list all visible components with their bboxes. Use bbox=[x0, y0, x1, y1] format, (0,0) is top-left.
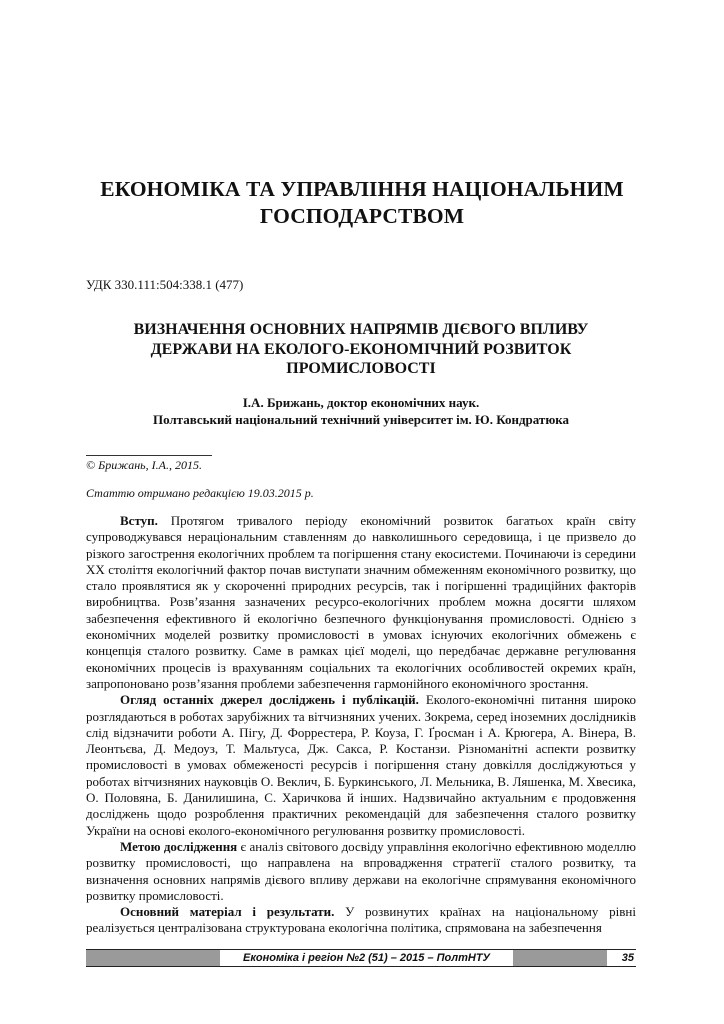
footer-gray-bar-left bbox=[86, 950, 220, 966]
footnote-divider bbox=[86, 455, 212, 456]
section-title bbox=[60, 176, 664, 230]
article-title-line: ДЕРЖАВИ НА ЕКОЛОГО-ЕКОНОМІЧНИЙ РОЗВИТОК bbox=[150, 340, 572, 358]
paragraph-text: є аналіз світового досвіду управління екологічно ефективною моделлю розвитку промисловості, що направлена на впровадження стратегії сталого розвитку, та визначення основних напрямів дієвого впливу держави на екологічне спрямування економічного розвитку промисловості. bbox=[86, 838, 636, 903]
paragraph-main-material bbox=[86, 904, 636, 937]
author-block bbox=[86, 394, 636, 428]
footer-journal-name: Економіка і регіон №2 (51) – 2015 – ПолтНТУ bbox=[220, 950, 513, 966]
article-title-line: ПРОМИСЛОВОСТІ bbox=[286, 360, 436, 377]
footer-gray-bar-right bbox=[513, 950, 607, 966]
copyright-note: © Брижань, І.А., 2015. bbox=[86, 458, 202, 472]
paragraph-heading: Метою дослідження bbox=[120, 838, 238, 854]
section-title-line: ГОСПОДАРСТВОМ bbox=[259, 204, 465, 228]
article-body bbox=[86, 513, 636, 937]
udc-code: УДК 330.111:504:338.1 (477) bbox=[86, 277, 244, 292]
page-number: 35 bbox=[621, 952, 634, 964]
page-footer bbox=[86, 949, 636, 967]
author-affiliation: Полтавський національний технічний університет ім. Ю. Кондратюка bbox=[152, 412, 570, 427]
paragraph-literature-review bbox=[86, 692, 636, 839]
section-title-line: ЕКОНОМІКА ТА УПРАВЛІННЯ НАЦІОНАЛЬНИМ bbox=[100, 177, 624, 201]
paragraph-heading: Вступ. bbox=[120, 513, 158, 528]
received-date-note: Статтю отримано редакцією 19.03.2015 р. bbox=[86, 486, 314, 500]
paragraph-heading: Огляд останніх джерел досліджень і публікацій. bbox=[120, 692, 419, 708]
paragraph-text: У розвинутих країнах на національному рівні реалізується централізована структурована екологічна політика, спрямована на забезпечення bbox=[86, 904, 636, 936]
paragraph-introduction bbox=[86, 513, 636, 692]
article-title-line: ВИЗНАЧЕННЯ ОСНОВНИХ НАПРЯМІВ ДІЄВОГО ВПЛИВУ bbox=[133, 321, 589, 338]
paragraph-heading: Основний матеріал і результати. bbox=[120, 904, 335, 920]
paragraph-text: Протягом тривалого періоду економічний розвиток багатьох країн світу супроводжувався нераціональним ставленням до навколишнього середовища, і це призвело до різкого загострення екологічних проблем та погіршення стану екосистеми. Починаючи із середини XX століття екологічний фактор почав виступати значним обмеженням економічного розвитку, що стало проявлятися як у скороченні природних ресурсів, так і погіршенні традиційних факторів виробництва. Розв’язання зазначених ресурсо-екологічних проблем можна досягти шляхом забезпечення ефективного й екологічно безпечного функціонування промисловості. Однією з економічних моделей розвитку промисловості в умовах існуючих екологічних обмежень є концепція сталого розвитку. Саме в рамках цієї моделі, що передбачає державне регулювання економічних процесів із врахуванням соціальних та екологічних особливостей окремих країн, запропоновано розв’язання проблеми забезпечення гармонійного економічного зростання. bbox=[86, 513, 636, 691]
paragraph-research-goal bbox=[86, 839, 636, 904]
author-name: І.А. Брижань, доктор економічних наук. bbox=[242, 395, 480, 410]
paragraph-text: Еколого-економічні питання широко розглядаються в роботах зарубіжних та вітчизняних учених. Зокрема, серед іноземних дослідників слід відзначити роботи А. Пігу, Д. Форрестера, Р. Коуза, Г. Ґросман і А. Крюгера, А. Вінера, В. Леонтьєва, Д. Медоуз, Т. Мальтуса, Дж. Сакса, Р. Костанзи. Різноманітні аспекти розвитку промисловості в умовах обмеженості ресурсів і погіршення стану довкілля досліджуються у роботах вітчизняних науковців О. Веклич, Б. Буркинського, Л. Мельника, В. Ляшенка, М. Хвесика, О. Половяна, Б. Данилишина, С. Харичкова й інших. Надзвичайно актуальним є продовження досліджень щодо розроблення практичних рекомендацій для забезпечення сталого розвитку України на основі еколого-економічного регулювання розвитку промисловості. bbox=[86, 692, 636, 838]
article-title bbox=[86, 320, 636, 379]
